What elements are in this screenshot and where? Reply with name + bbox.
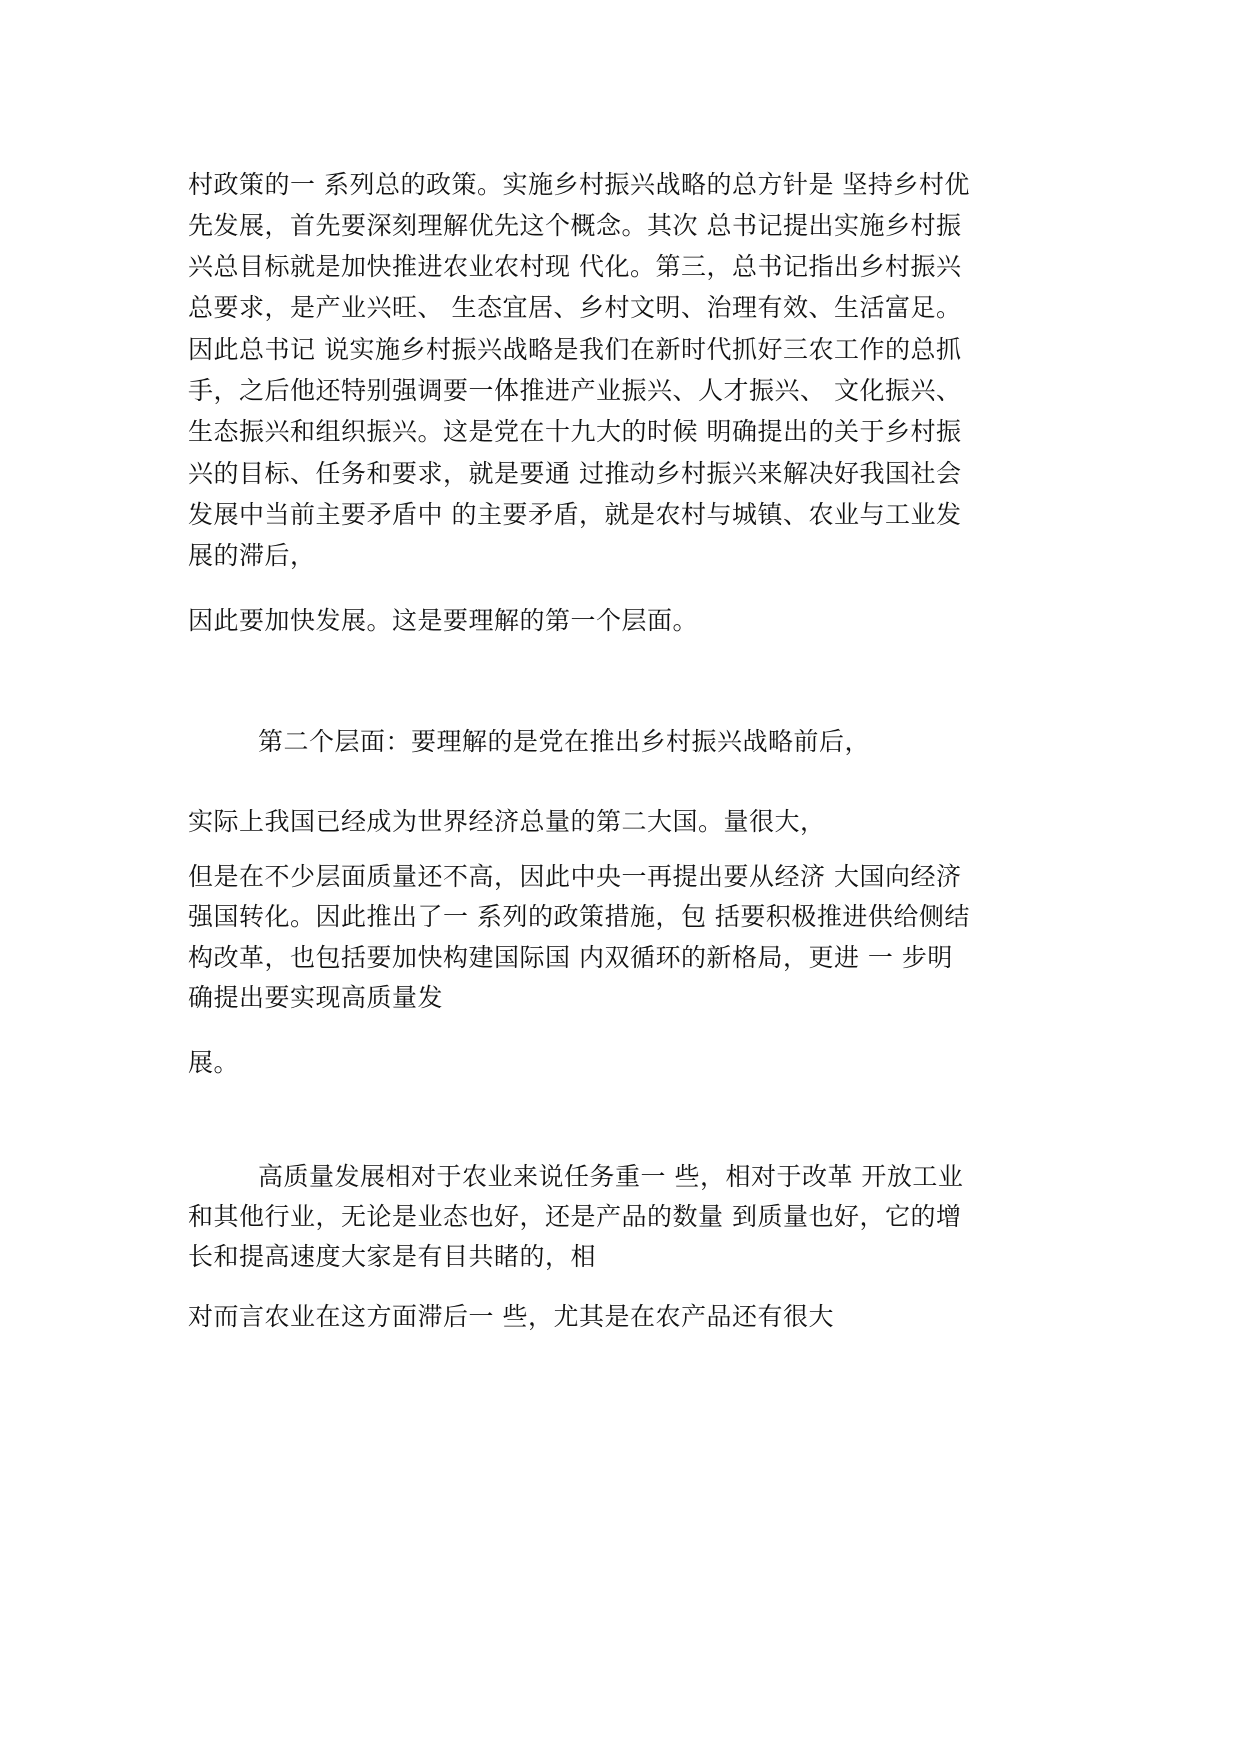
text-line: 生态振兴和组织振兴。这是党在十九大的时候 明确提出的关于乡村振	[188, 417, 962, 446]
text-line: 兴的目标、任务和要求，就是要通 过推动乡村振兴来解决好我国社会	[188, 459, 962, 488]
text-line: 构改革，也包括要加快构建国际国 内双循环的新格局，更进 一 步明	[188, 943, 953, 972]
text-line: 但是在不少层面质量还不高，因此中央一再提出要从经济 大国向经济	[188, 862, 962, 891]
text-line: 展。	[188, 1048, 240, 1077]
text-line: 高质量发展相对于农业来说任务重一 些，相对于改革 开放工业	[258, 1162, 964, 1191]
text-line: 长和提高速度大家是有目共睹的，相	[188, 1242, 597, 1271]
text-line: 发展中当前主要矛盾中 的主要矛盾，就是农村与城镇、农业与工业发	[188, 500, 962, 529]
text-line: 强国转化。因此推出了一 系列的政策措施，包 括要积极推进供给侧结	[188, 902, 970, 931]
text-line: 总要求，是产业兴旺、 生态宜居、乡村文明、治理有效、生活富足。	[188, 293, 962, 322]
text-line: 因此总书记 说实施乡村振兴战略是我们在新时代抓好三农工作的总抓	[188, 335, 962, 364]
text-line: 因此要加快发展。这是要理解的第一个层面。	[188, 606, 699, 635]
text-line: 确提出要实现高质量发	[188, 983, 444, 1012]
text-line: 手，之后他还特别强调要一体推进产业振兴、人才振兴、 文化振兴、	[188, 376, 962, 405]
text-line: 村政策的一 系列总的政策。实施乡村振兴战略的总方针是 坚持乡村优	[188, 170, 970, 199]
text-line: 第二个层面：要理解的是党在推出乡村振兴战略前后，	[258, 727, 871, 756]
text-line: 先发展，首先要深刻理解优先这个概念。其次 总书记提出实施乡村振	[188, 211, 962, 240]
text-line: 兴总目标就是加快推进农业农村现 代化。第三，总书记指出乡村振兴	[188, 252, 962, 281]
text-line: 展的滞后，	[188, 541, 316, 570]
text-line: 和其他行业，无论是业态也好，还是产品的数量 到质量也好，它的增	[188, 1202, 962, 1231]
text-line: 实际上我国已经成为世界经济总量的第二大国。量很大，	[188, 807, 826, 836]
text-line: 对而言农业在这方面滞后一 些，尤其是在农产品还有很大	[188, 1302, 834, 1331]
